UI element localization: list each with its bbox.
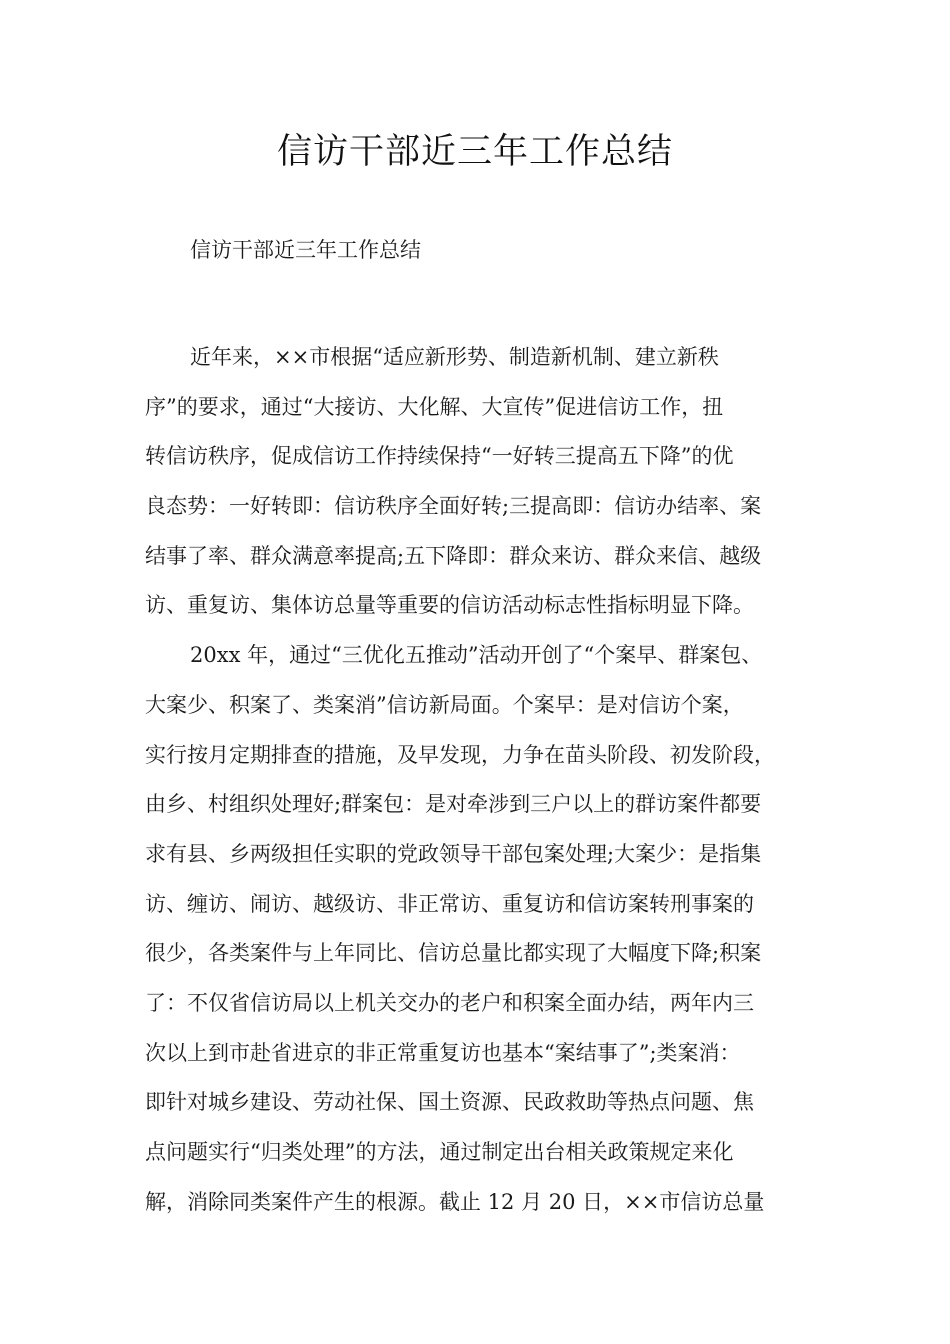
paragraph-line: 20xx 年，通过“三优化五推动”活动开创了“个案早、群案包、 [190,643,763,668]
paragraph-line: 转信访秩序，促成信访工作持续保持“一好转三提高五下降”的优 [145,444,734,469]
paragraph-line: 求有县、乡两级担任实职的党政领导干部包案处理;大案少：是指集 [145,841,762,866]
document-title: 信访干部近三年工作总结 [276,132,673,172]
paragraph-line: 由乡、村组织处理好;群案包：是对牵涉到三户以上的群访案件都要 [145,792,762,817]
paragraph-line: 点问题实行“归类处理”的方法，通过制定出台相关政策规定来化 [145,1140,734,1164]
paragraph-line: 即针对城乡建设、劳动社保、国土资源、民政救助等热点问题、焦 [145,1090,754,1115]
paragraph-line: 近年来，××市根据“适应新形势、制造新机制、建立新秩 [190,345,719,369]
paragraph-line: 了：不仅省信访局以上机关交办的老户和积案全面办结，两年内三 [145,990,754,1015]
document-subtitle: 信访干部近三年工作总结 [190,238,421,262]
document-body [145,333,825,1227]
paragraph-line: 良态势：一好转即：信访秩序全面好转;三提高即：信访办结率、案 [145,494,762,519]
paragraph-line: 实行按月定期排查的措施，及早发现，力争在苗头阶段、初发阶段， [145,742,775,767]
paragraph-line: 解，消除同类案件产生的根源。截止 12 月 20 日，××市信访总量 [145,1189,765,1214]
paragraph-line: 序”的要求，通过“大接访、大化解、大宣传”促进信访工作，扭 [145,394,724,419]
paragraph-2 [145,631,825,1227]
paragraph-line: 访、重复访、集体访总量等重要的信访活动标志性指标明显下降。 [145,593,754,618]
paragraph-line: 结事了率、群众满意率提高;五下降即：群众来访、群众来信、越级 [145,543,762,568]
paragraph-line: 访、缠访、闹访、越级访、非正常访、重复访和信访案转刑事案的 [145,891,754,916]
paragraph-line: 很少，各类案件与上年同比、信访总量比都实现了大幅度下降;积案 [145,941,762,966]
paragraph-line: 次以上到市赴省进京的非正常重复访也基本“案结事了”;类案消： [145,1040,741,1065]
paragraph-line: 大案少、积案了、类案消”信访新局面。个案早：是对信访个案， [145,692,744,717]
paragraph-1 [145,333,825,631]
